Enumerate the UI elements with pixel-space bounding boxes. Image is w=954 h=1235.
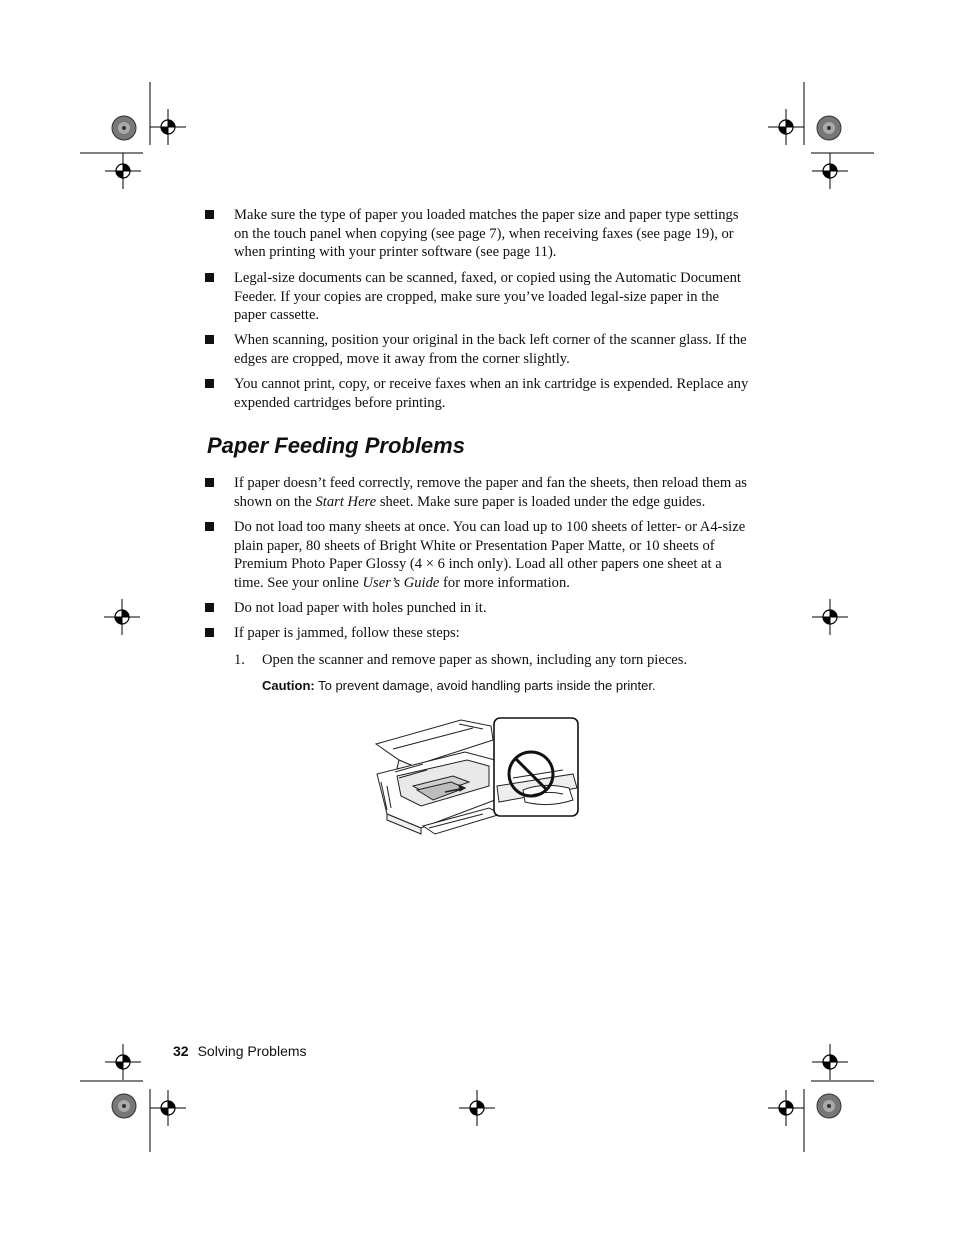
bullet-text: You cannot print, copy, or receive faxes when an ink cartridge is expended. Replace any expended cartridges before printing.: [234, 376, 749, 411]
list-item: [205, 518, 750, 592]
bullet-icon: [205, 379, 214, 388]
list-item: [205, 269, 750, 325]
bullet-icon: [205, 335, 214, 344]
list-item: [205, 624, 750, 643]
list-item: [205, 375, 750, 412]
bullet-icon: [205, 210, 214, 219]
list-item: [205, 331, 750, 368]
bullet-text: When scanning, position your original in the back left corner of the scanner glass. If the edges are cropped, move it away from the corner slightly.: [234, 332, 747, 367]
caution-label: Caution:: [262, 678, 315, 693]
bullet-icon: [205, 522, 214, 531]
bullet-icon: [205, 273, 214, 282]
bullet-text: Legal-size documents can be scanned, faxed, or copied using the Automatic Document Feeder. If your copies are cropped, make sure you’ve loaded legal-size paper in the paper cassette.: [234, 270, 741, 324]
page-footer: [173, 1043, 307, 1059]
step-1: [234, 651, 687, 670]
printer-jam-illustration: [373, 716, 583, 838]
bullet-icon: [205, 603, 214, 612]
caution-text: To prevent damage, avoid handling parts inside the printer.: [318, 678, 656, 693]
bullet-text: Do not load paper with holes punched in it.: [234, 600, 487, 616]
users-guide-title: User’s Guide: [362, 574, 440, 591]
start-here-title: Start Here: [315, 493, 377, 510]
footer-section: Solving Problems: [197, 1043, 307, 1059]
bullet-text: Do not load too many sheets at once. You can load up to 100 sheets of letter- or A4-size plain paper, 80 sheets of Bright White or Presentation Paper Matte, or 10 sheets of Premium Photo Paper Glossy (4 × 6 inch only). Load all other papers one sheet at a time. See your online User’s Guide for more information.: [234, 519, 746, 591]
bullet-text: If paper is jammed, follow these steps:: [234, 625, 460, 641]
step-number: 1.: [234, 652, 245, 668]
bullet-icon: [205, 628, 214, 637]
section-heading: Paper Feeding Problems: [207, 433, 465, 458]
step-text: Open the scanner and remove paper as shown, including any torn pieces.: [262, 652, 688, 668]
list-item: [205, 599, 750, 618]
caution-note: [262, 678, 656, 693]
list-item: [205, 206, 750, 262]
list-item: [205, 474, 750, 511]
bullet-text: If paper doesn’t feed correctly, remove the paper and fan the sheets, then reload them as shown on the Start Here sheet. Make sure paper is loaded under the edge guides.: [234, 475, 747, 510]
bullet-icon: [205, 478, 214, 487]
page-number: 32: [173, 1043, 189, 1059]
bullet-text: Make sure the type of paper you loaded matches the paper size and paper type settings on the touch panel when copying (see page 7), when receiving faxes (see page 19), or when printing with your printer software (see page 11).: [234, 207, 739, 261]
